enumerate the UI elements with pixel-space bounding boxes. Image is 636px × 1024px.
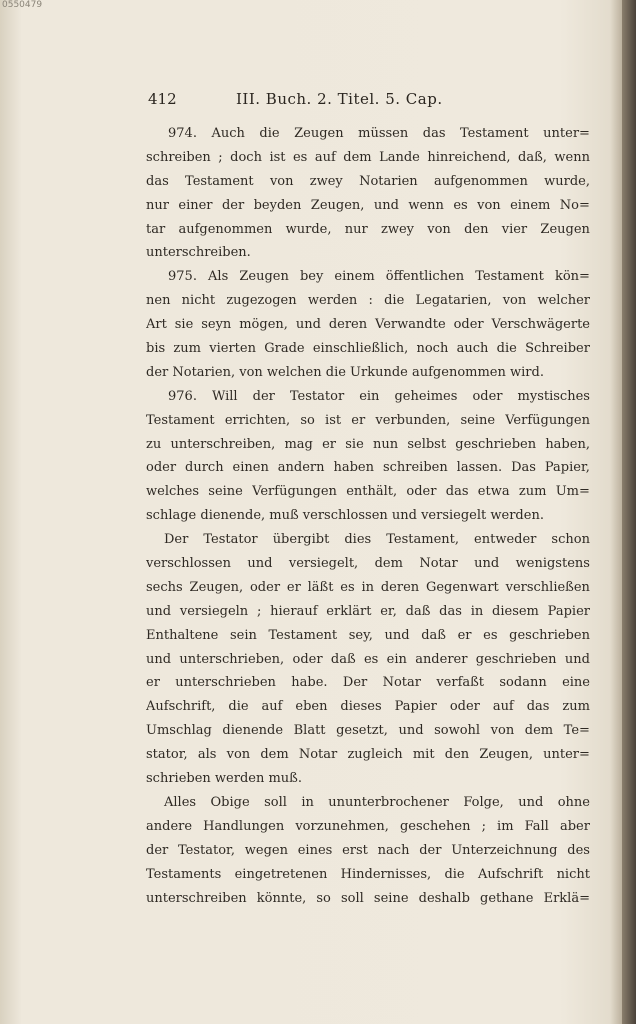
text-line: unterschreiben. — [146, 245, 251, 261]
text-line: schlage dienende, muß verschlossen und versiegelt werden. — [146, 508, 544, 524]
text-line: der Notarien, von welchen die Urkunde aufgenommen wird. — [146, 364, 544, 380]
running-title: III. Buch. 2. Titel. 5. Cap. — [236, 90, 443, 108]
text-line: nen nicht zugezogen werden : die Legatarien, von welcher — [146, 293, 590, 309]
text-line: Der Testator übergibt dies Testament, entweder schon — [164, 532, 590, 548]
text-line: Art sie seyn mögen, und deren Verwandte oder Verschwägerte — [146, 317, 590, 333]
text-line: Testament errichten, so ist er verbunden, seine Verfügungen — [146, 412, 590, 428]
page-header — [148, 90, 588, 114]
text-line: sechs Zeugen, oder er läßt es in deren Gegenwart verschließen — [146, 579, 590, 595]
scan-id-stamp: 0550479 — [2, 0, 43, 10]
text-line: Enthaltene sein Testament sey, und daß er es geschrieben — [146, 627, 590, 643]
text-line: tar aufgenommen wurde, nur zwey von den vier Zeugen — [146, 221, 590, 237]
text-line: und unterschrieben, oder daß es ein anderer geschrieben und — [146, 651, 590, 667]
text-line: oder durch einen andern haben schreiben lassen. Das Papier, — [146, 460, 590, 476]
text-line: unterschreiben könnte, so soll seine deshalb gethane Erklä= — [146, 890, 590, 906]
text-line: andere Handlungen vorzunehmen, geschehen ; im Fall aber — [146, 818, 590, 834]
text-line: schrieben werden muß. — [146, 771, 302, 787]
text-line: bis zum vierten Grade einschließlich, noch auch die Schreiber — [146, 341, 590, 357]
text-line: 976. Will der Testator ein geheimes oder mystisches — [168, 388, 590, 404]
text-line: er unterschrieben habe. Der Notar verfaßt sodann eine — [146, 675, 590, 691]
text-line: 975. Als Zeugen bey einem öffentlichen Testament kön= — [168, 269, 590, 285]
text-line: Testaments eingetretenen Hindernisses, die Aufschrift nicht — [146, 866, 590, 882]
text-line: zu unterschreiben, mag er sie nun selbst geschrieben haben, — [146, 436, 590, 452]
text-line: und versiegeln ; hierauf erklärt er, daß das in diesem Papier — [146, 603, 590, 619]
text-line: verschlossen und versiegelt, dem Notar und wenigstens — [146, 556, 590, 572]
page-number: 412 — [148, 90, 177, 108]
text-line: stator, als von dem Notar zugleich mit den Zeugen, unter= — [146, 747, 590, 763]
text-line: Alles Obige soll in ununterbrochener Folge, und ohne — [164, 794, 590, 810]
text-line: Umschlag dienende Blatt gesetzt, und sowohl von dem Te= — [146, 723, 590, 739]
body-text — [146, 122, 590, 910]
text-line: schreiben ; doch ist es auf dem Lande hinreichend, daß, wenn — [146, 149, 590, 165]
text-line: nur einer der beyden Zeugen, und wenn es von einem No= — [146, 197, 590, 213]
text-line: Aufschrift, die auf eben dieses Papier oder auf das zum — [146, 699, 590, 715]
text-line: der Testator, wegen eines erst nach der Unterzeichnung des — [146, 842, 590, 858]
book-spine-edge — [622, 0, 636, 1024]
text-line: 974. Auch die Zeugen müssen das Testament unter= — [168, 126, 590, 141]
text-line: welches seine Verfügungen enthält, oder das etwa zum Um= — [146, 484, 590, 500]
text-line: das Testament von zwey Notarien aufgenommen wurde, — [146, 173, 590, 189]
